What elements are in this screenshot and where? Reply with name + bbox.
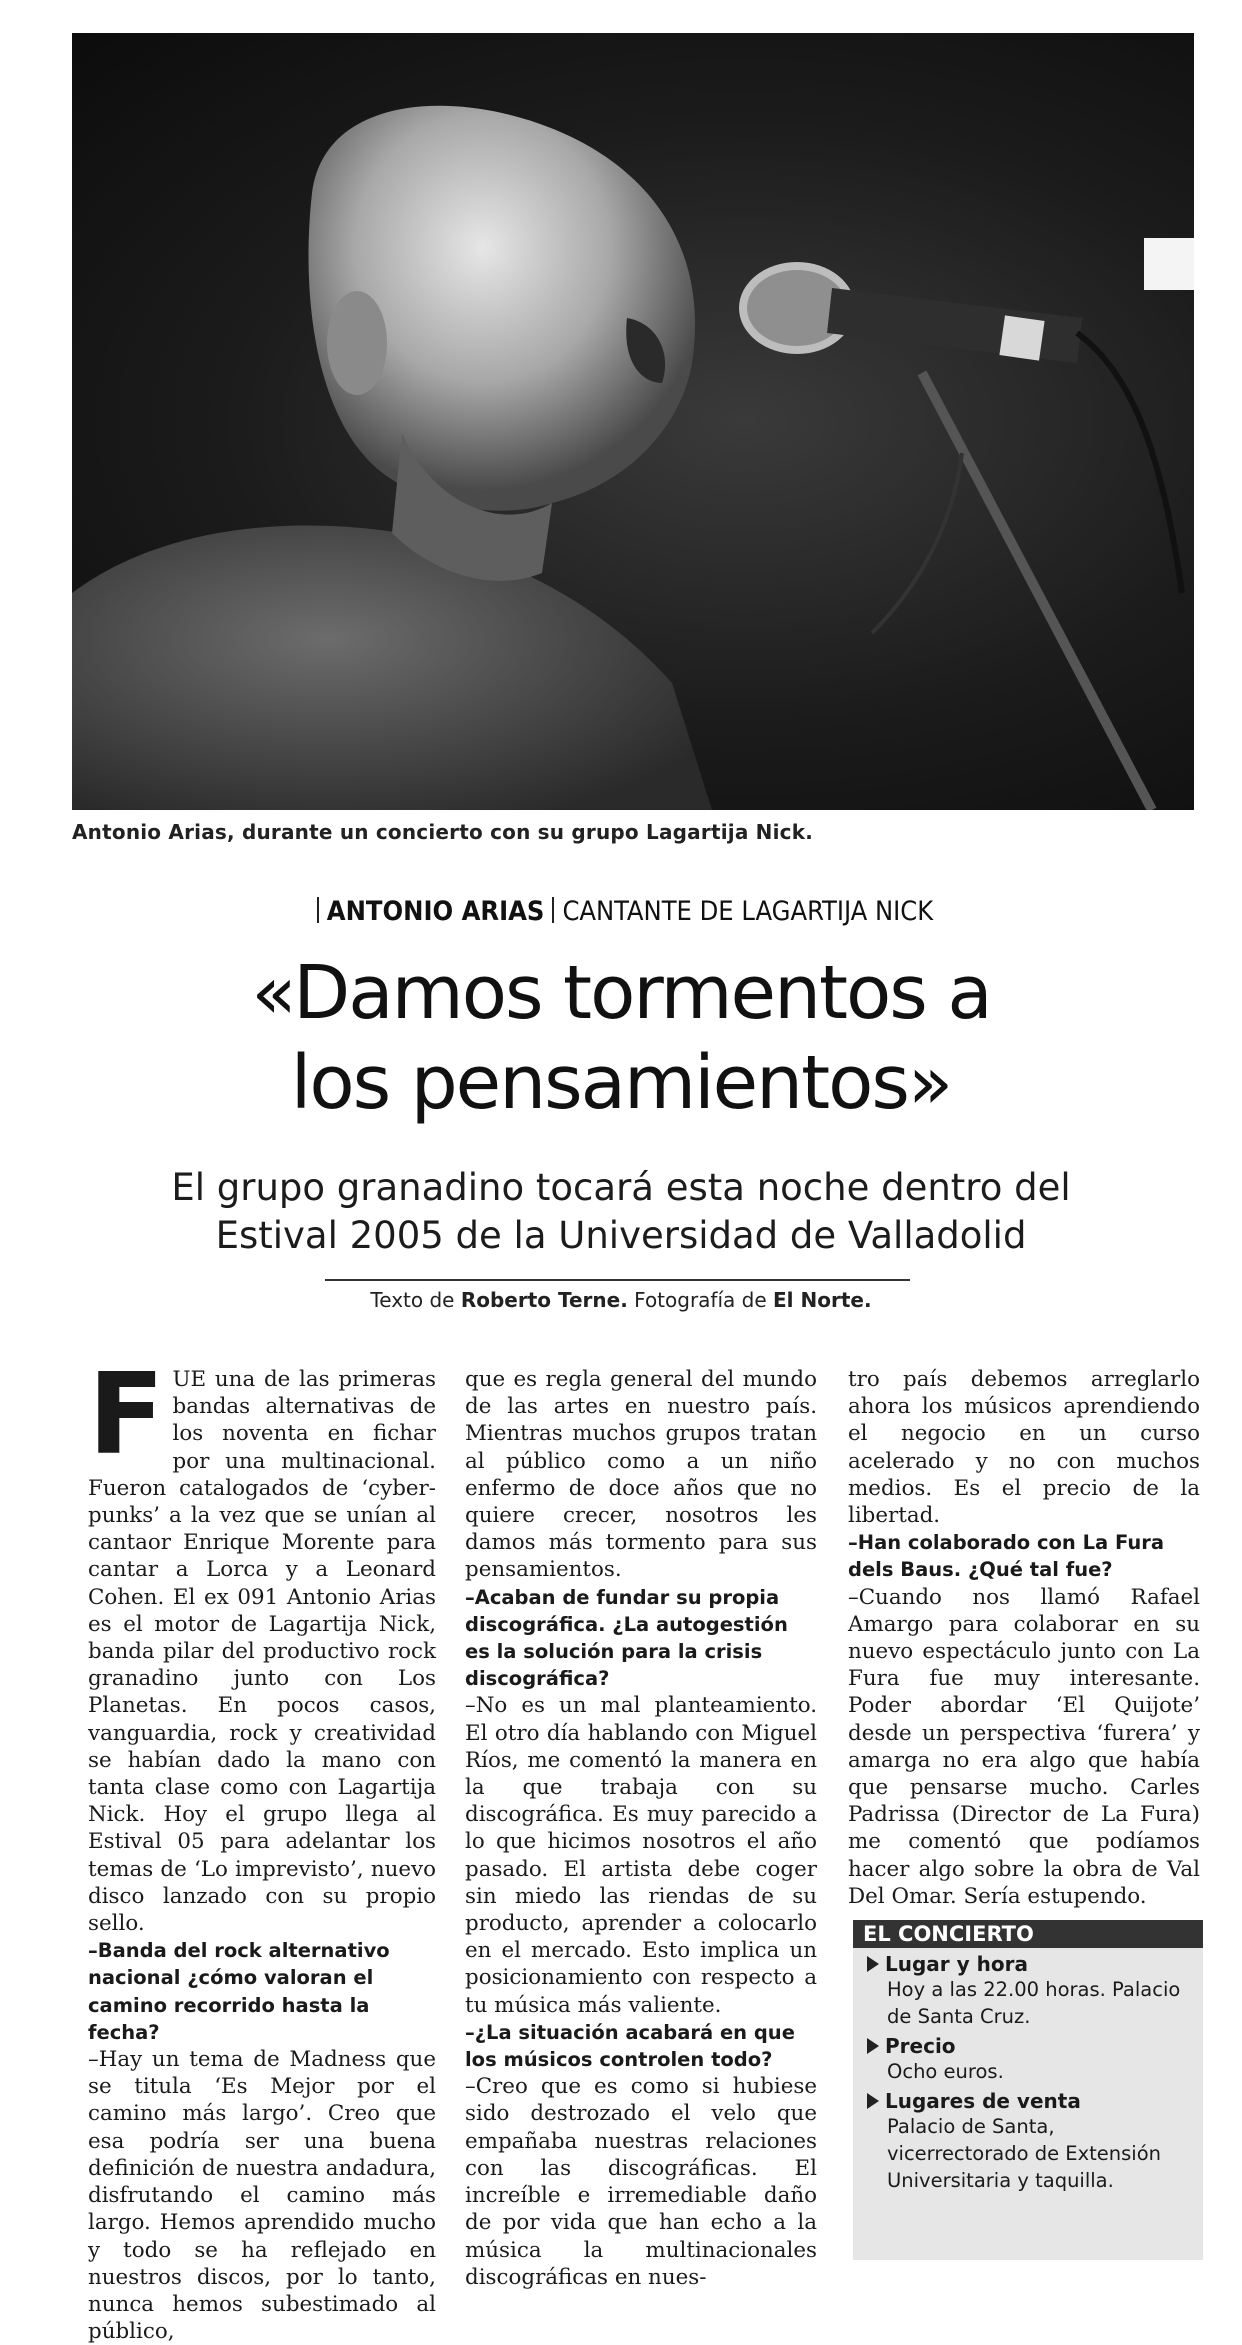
question-3: –¿La situación acabará en que los músicos controlen todo? xyxy=(465,2020,795,2072)
interviewee-name: ANTONIO ARIAS xyxy=(326,896,545,927)
answer-4: –Cuando nos llamó Rafael Amargo para colaborar en su nuevo espectáculo junto con La Fura fue muy interesante. Poder abordar ‘El Quijote’ desde un perspectiva ‘furera’ y amarga no era algo que había que pensarse mucho. Carles Padrissa (Director de La Fura) me comentó que podíamos hacer algo sobre la obra de Val Del Omar. Sería estupendo. xyxy=(848,1584,1200,1909)
headline-line-1: «Damos tormentos a xyxy=(251,950,991,1036)
byline xyxy=(0,1288,1242,1312)
concert-info-box xyxy=(853,1920,1203,2260)
concert-photo xyxy=(72,33,1194,810)
article-column-3 xyxy=(848,1366,1200,1910)
byline-text-prefix: Texto de xyxy=(370,1288,461,1312)
subheadline-line-1: El grupo granadino tocará esta noche dentro del xyxy=(171,1166,1071,1209)
info-item-venue xyxy=(853,1948,1203,2030)
info-value: Palacio de Santa, vicerrectorado de Extensión Universitaria y taquilla. xyxy=(887,2115,1162,2192)
subheadline-line-2: Estival 2005 de la Universidad de Valladolid xyxy=(215,1214,1027,1257)
byline-photo-prefix: Fotografía de xyxy=(627,1288,774,1312)
kicker-bar-right xyxy=(552,897,554,923)
drop-cap: F xyxy=(88,1350,165,1480)
info-item-price xyxy=(853,2030,1203,2085)
intro-paragraph xyxy=(88,1350,436,1937)
question-2: –Acaban de fundar su propia discográfica. ¿La autogestión es la solución para la crisis discográfica? xyxy=(465,1585,788,1691)
intro-text: UE una de las primeras bandas alternativas de los noventa en fichar por una multinacional. Fueron catalogados de ‘cyber-punks’ a la vez que se unían al cantaor Enrique Morente para cantar a Lorca y a Leonard Cohen. El ex 091 Antonio Arias es el motor de Lagartija Nick, banda pilar del productivo rock granadino junto con Los Planetas. En pocos casos, vanguardia, rock y creatividad se habían dado la mano con tanta clase como con Lagartija Nick. Hoy el grupo llega al Estival 05 para adelantar los temas de ‘Lo imprevisto’, nuevo disco lanzado con su propio sello. xyxy=(88,1367,436,1937)
info-item-sales-points xyxy=(853,2085,1203,2194)
info-label: Lugar y hora xyxy=(885,1952,1028,1976)
triangle-bullet-icon xyxy=(867,2093,879,2109)
interviewee-role: CANTANTE DE LAGARTIJA NICK xyxy=(562,896,934,927)
info-box-title: EL CONCIERTO xyxy=(853,1920,1203,1948)
answer-1-continued: que es regla general del mundo de las artes en nuestro país. Mientras muchos grupos tratan al público como a un niño enfermo de doce años que no quiere crecer, nosotros les damos más tormento para sus pensamientos. xyxy=(465,1367,817,1583)
article-column-1 xyxy=(88,1350,436,2345)
photo-caption: Antonio Arias, durante un concierto con su grupo Lagartija Nick. xyxy=(72,820,814,844)
article-column-2 xyxy=(465,1366,817,2291)
kicker-bar-left xyxy=(317,897,319,923)
answer-2: –No es un mal planteamiento. El otro día hablando con Miguel Ríos, me comentó la manera en la que trabaja con su discográfica. Es muy parecido a lo que hicimos nosotros el año pasado. El artista debe coger sin miedo las riendas de su producto, aprender a colocarlo en el mercado. Esto implica un posicionamiento con respecto a tu música más valiente. xyxy=(465,1693,817,2018)
answer-3: –Creo que es como si hubiese sido destrozado el velo que empañaba nuestras relaciones con las discográficas. El increíble e irremediable daño de por vida que han echo a la música la multinacionales discográficas en nues- xyxy=(465,2074,817,2290)
question-1: –Banda del rock alternativo nacional ¿cómo valoran el camino recorrido hasta la fecha? xyxy=(88,1939,390,2044)
triangle-bullet-icon xyxy=(867,2038,879,2054)
subheadline xyxy=(0,1164,1242,1260)
headline xyxy=(0,948,1242,1128)
info-label: Precio xyxy=(885,2034,956,2058)
info-value: Ocho euros. xyxy=(887,2060,1004,2083)
kicker xyxy=(0,896,1242,927)
byline-author: Roberto Terne. xyxy=(460,1288,628,1312)
info-label: Lugares de venta xyxy=(885,2089,1081,2113)
info-value: Hoy a las 22.00 horas. Palacio de Santa Cruz. xyxy=(887,1978,1181,2028)
answer-1: –Hay un tema de Madness que se titula ‘Es Mejor por el camino más largo’. Creo que esa podría ser una buena definición de nuestra andadura, disfrutando el camino más largo. Hemos aprendido mucho y todo se ha reflejado en nuestros discos, por lo tanto, nunca hemos subestimado al público, xyxy=(88,2047,436,2345)
triangle-bullet-icon xyxy=(867,1956,879,1972)
byline-rule xyxy=(325,1279,910,1281)
question-4: –Han colaborado con La Fura dels Baus. ¿Qué tal fue? xyxy=(848,1531,1164,1582)
answer-3-continued: tro país debemos arreglarlo ahora los músicos aprendiendo el negocio en un curso acelerado y no con muchos medios. Es el precio de la libertad. xyxy=(848,1367,1200,1529)
headline-line-2: los pensamientos» xyxy=(290,1040,952,1126)
byline-photo-credit: El Norte. xyxy=(773,1288,872,1312)
